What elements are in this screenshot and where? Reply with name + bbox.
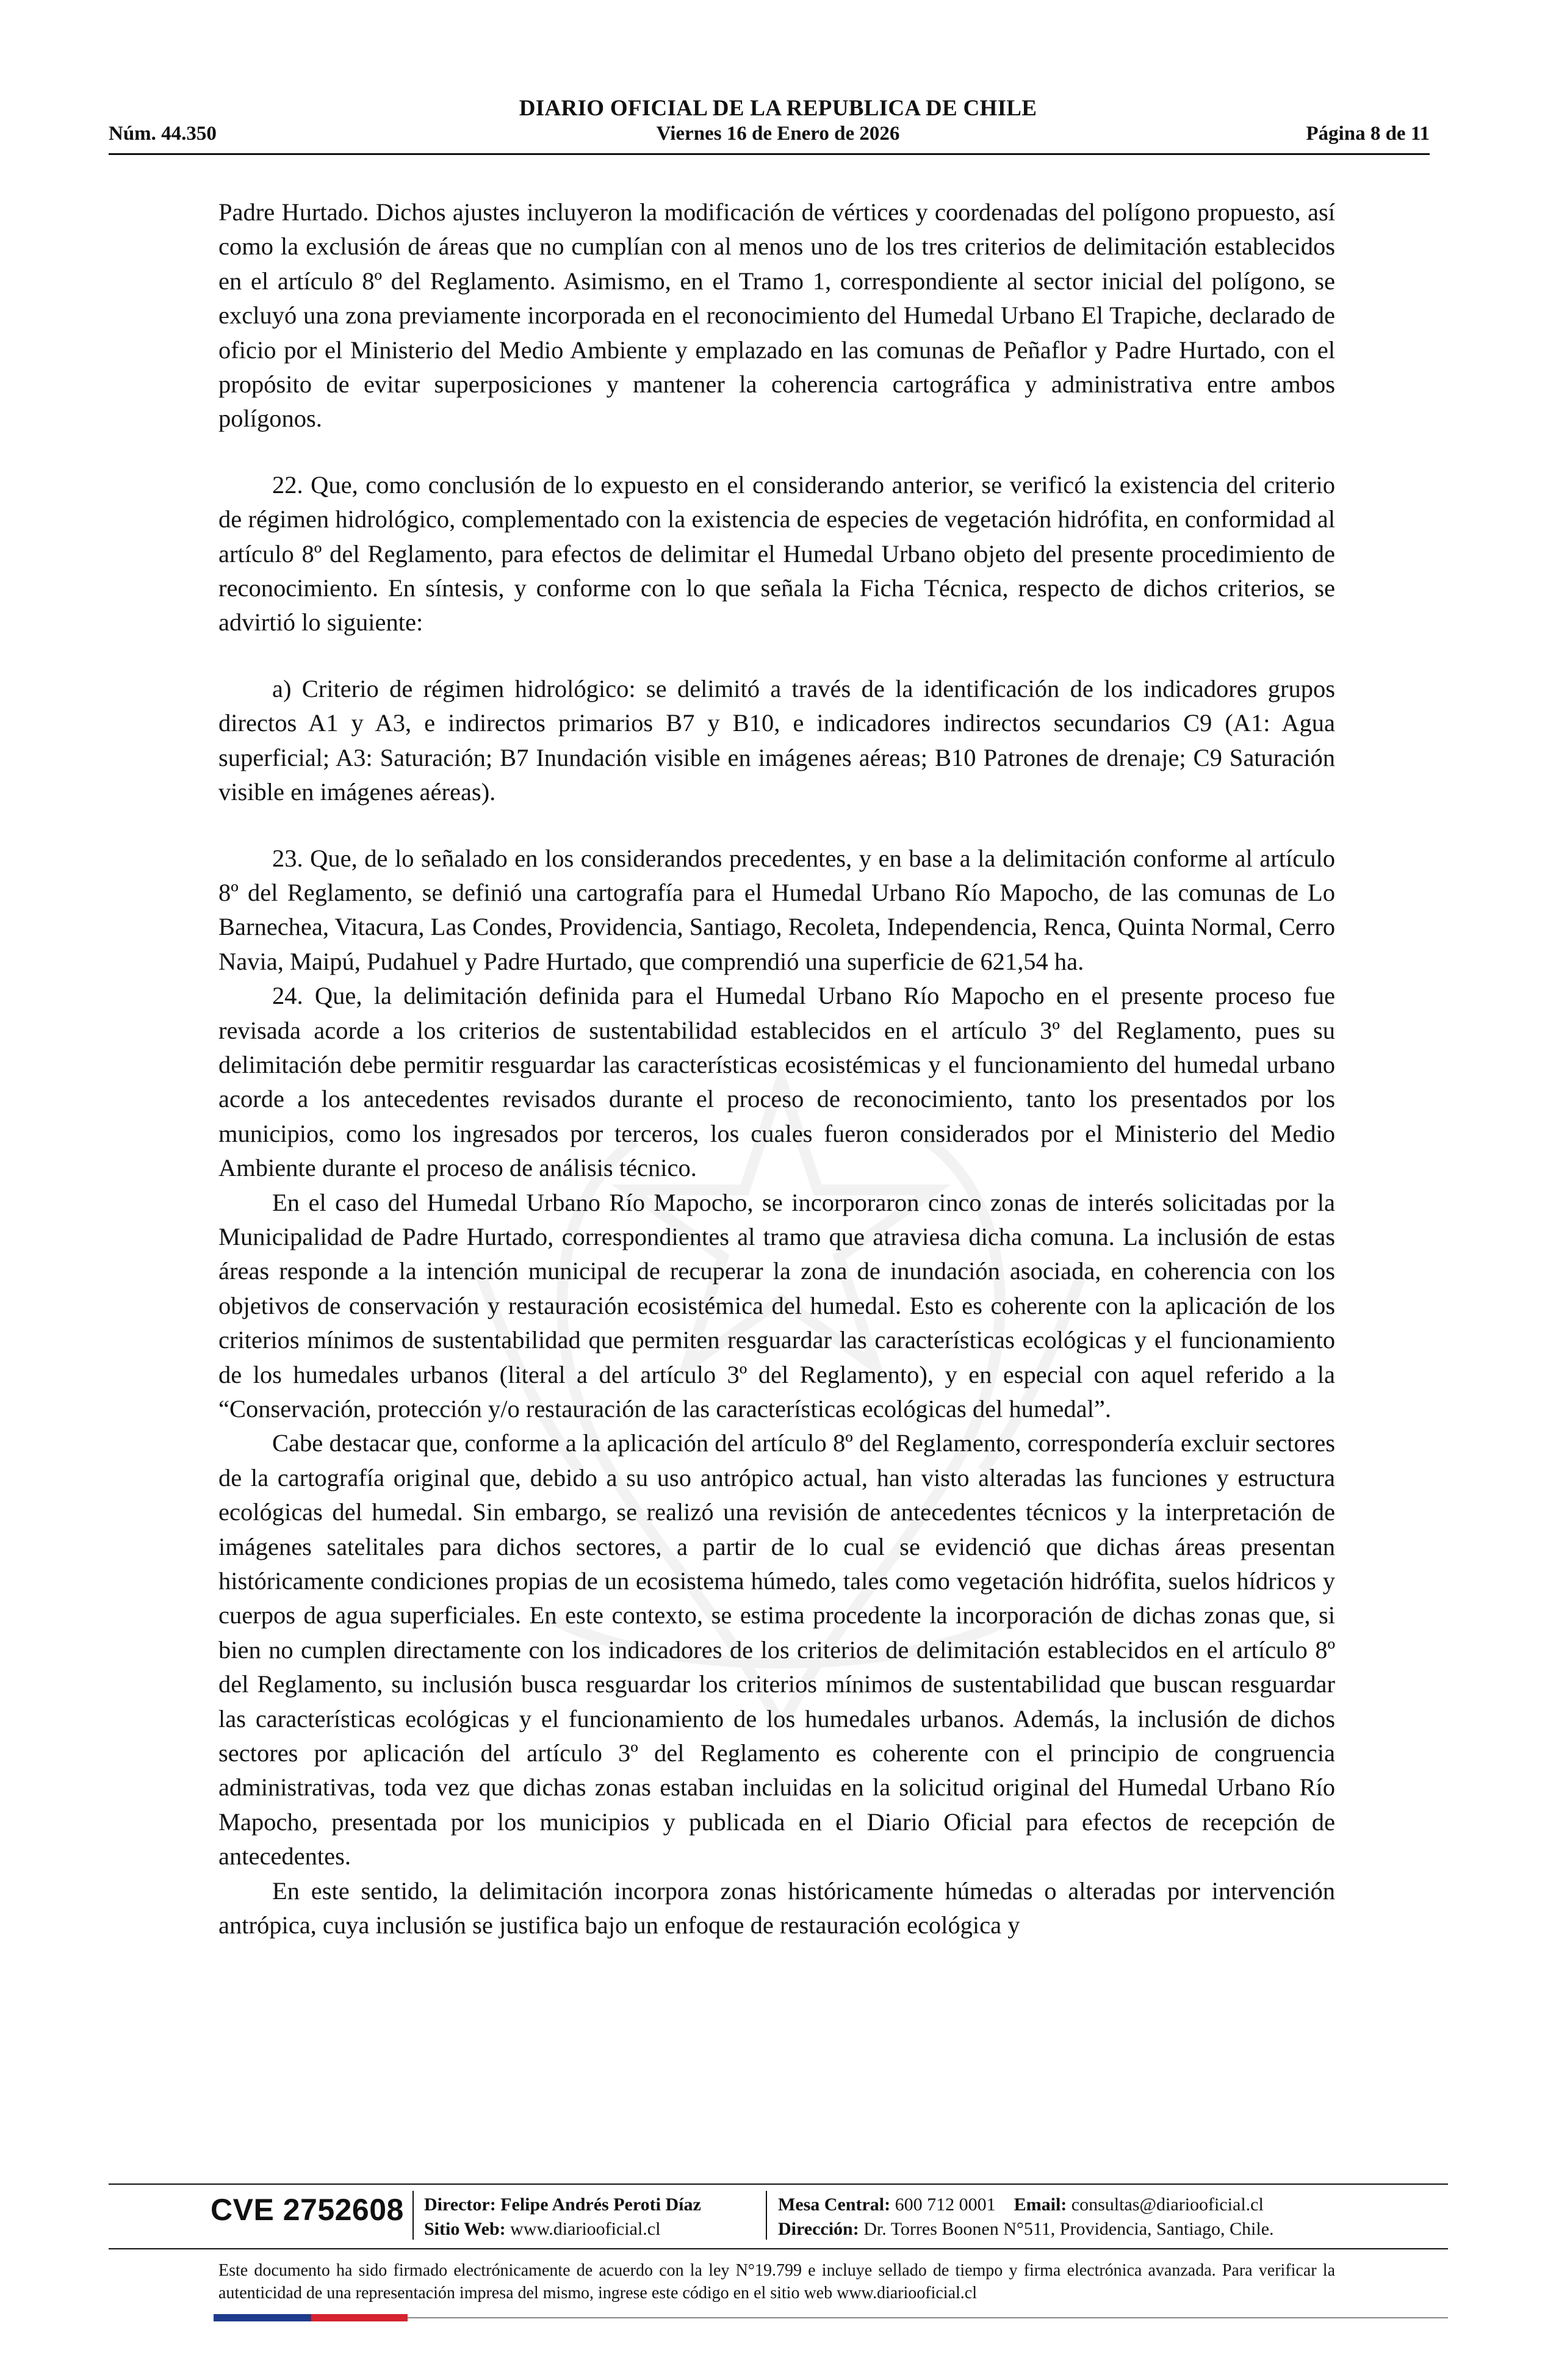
email-label: Email: [1014,2194,1067,2215]
footer-director-block [424,2193,701,2241]
mesa-central-phone: 600 712 0001 [895,2194,996,2215]
flag-red-segment [311,2314,408,2321]
footer-divider [109,2248,1448,2249]
flag-blue-segment [214,2314,311,2321]
paragraph-22a: a) Criterio de régimen hidrológico: se delimitó a través de la identificación de los indicadores grupos directos A1 y A3, e indirectos primarios B7 y B10, e indicadores indirectos secundarios C9 (A1: Agua superficial; A3: Saturación; B7 Inundación visible en imágenes aéreas; B10 Patrones de drenaje; C9 Saturación visible en imágenes aéreas). [218,674,1335,806]
paragraph-24-caso: En el caso del Humedal Urbano Río Mapocho, se incorporaron cinco zonas de interés solicitadas por la Municipalidad de Padre Hurtado, correspondientes al tramo que atraviesa dicha comuna. La inclusión de estas áreas responde a la intención municipal de recuperar la zona de inundación asociada, en coherencia con los objetivos de conservación y restauración ecosistémica del humedal. Esto es coherente con la aplicación de los criterios mínimos de sustentabilidad que permiten resguardar las características ecológicas y el funcionamiento de los humedales urbanos (literal a del artículo 3º del Reglamento), y en especial con aquel referido a la “Conservación, protección y/o restauración de las características ecológicas del humedal”. [218,1188,1335,1423]
header-divider [109,153,1430,155]
address-value: Dr. Torres Boonen N°511, Providencia, Santiago, Chile. [863,2219,1274,2239]
flag-stripe [214,2314,408,2321]
publication-title: DIARIO OFICIAL DE LA REPUBLICA DE CHILE [519,96,1037,121]
paragraph-24-cabe: Cabe destacar que, conforme a la aplicación del artículo 8º del Reglamento, correspondería excluir sectores de la cartografía original que, debido a su uso antrópico actual, han visto alteradas las funciones y estructura ecológicas del humedal. Sin embargo, se realizó una revisión de antecedentes técnicos y la interpretación de imágenes satelitales para dichos sectores, a partir de lo cual se evidenció que dichas áreas presentan históricamente condiciones propias de un ecosistema húmedo, tales como vegetación hidrófita, suelos hídricos y cuerpos de agua superficiales. En este contexto, se estima procedente la incorporación de dichas zonas que, si bien no cumplen directamente con los indicadores de los criterios de delimitación establecidos en el artículo 8º del Reglamento, su inclusión busca resguardar los criterios mínimos de sustentabilidad que buscan resguardar las características ecológicas y el funcionamiento de los humedales urbanos. Además, la inclusión de dichos sectores por aplicación del artículo 3º del Reglamento es coherente con el principio de congruencia administrativas, toda vez que dichas zonas estaban incluidas en la solicitud original del Humedal Urbano Río Mapocho, presentada por los municipios y publicada en el Diario Oficial para efectos de recepción de antecedentes. [218,1429,1335,1870]
footer-divider [109,2183,1448,2185]
director-name: Felipe Andrés Peroti Díaz [500,2194,701,2215]
footer-contact-block [778,2193,1274,2241]
website-link[interactable]: www.diariooficial.cl [510,2219,661,2239]
paragraph-24: 24. Que, la delimitación definida para el Humedal Urbano Río Mapocho en el presente proceso fue revisada acorde a los criterios de sustentabilidad establecidos en el artículo 3º del Reglamento, pues su delimitación debe permitir resguardar las características ecosistémicas y el funcionamiento del humedal urbano acorde a los antecedentes revisados durante el proceso de reconocimiento, tanto los presentados por los municipios, como los ingresados por terceros, los cuales fueron considerados por el Ministerio del Medio Ambiente durante el proceso de análisis técnico. [218,982,1335,1182]
page-number: Página 8 de 11 [1306,123,1430,145]
footer-separator [412,2191,414,2240]
paragraph-continuation: Padre Hurtado. Dichos ajustes incluyeron la modificación de vértices y coordenadas del polígono propuesto, así como la exclusión de áreas que no cumplían con al menos uno de los tres criterios de delimitación establecidos en el artículo 8º del Reglamento. Asimismo, en el Tramo 1, correspondiente al sector inicial del polígono, se excluyó una zona previamente incorporada en el reconocimiento del Humedal Urbano El Trapiche, declarado de oficio por el Ministerio del Medio Ambiente y emplazado en las comunas de Peñaflor y Padre Hurtado, con el propósito de evitar superposiciones y mantener la coherencia cartográfica y administrativa entre ambos polígonos. [218,198,1335,433]
document-body [218,195,1335,1943]
address-label: Dirección: [778,2219,859,2239]
issue-number: Núm. 44.350 [109,123,217,145]
website-label: Sitio Web: [424,2219,506,2239]
electronic-signature-note: Este documento ha sido firmado electrónicamente de acuerdo con la ley N°19.799 e incluye sellado de tiempo y firma electrónica avanzada. Para verificar la autenticidad de una representación impresa del mismo, ingrese este código en el sitio web www.diariooficial.cl [218,2261,1335,2302]
footer-bottom-line [408,2317,1448,2318]
issue-date: Viernes 16 de Enero de 2026 [656,123,900,145]
cve-code: CVE 2752608 [211,2193,404,2227]
paragraph-24-sentido: En este sentido, la delimitación incorpora zonas históricamente húmedas o alteradas por intervención antrópica, cuya inclusión se justifica bajo un enfoque de restauración ecológica y [218,1877,1335,1939]
paragraph-22: 22. Que, como conclusión de lo expuesto en el considerando anterior, se verificó la existencia del criterio de régimen hidrológico, complementado con la existencia de especies de vegetación hidrófita, en conformidad al artículo 8º del Reglamento, para efectos de delimitar el Humedal Urbano objeto del presente procedimiento de reconocimiento. En síntesis, y conforme con lo que señala la Ficha Técnica, respecto de dichos criterios, se advirtió lo siguiente: [218,471,1335,636]
email-link[interactable]: consultas@diariooficial.cl [1071,2194,1264,2215]
director-label: Director: [424,2194,496,2215]
mesa-central-label: Mesa Central: [778,2194,891,2215]
paragraph-23: 23. Que, de lo señalado en los considerandos precedentes, y en base a la delimitación conforme al artículo 8º del Reglamento, se definió una cartografía para el Humedal Urbano Río Mapocho, de las comunas de Lo Barnechea, Vitacura, Las Condes, Providencia, Santiago, Recoleta, Independencia, Renca, Quinta Normal, Cerro Navia, Maipú, Pudahuel y Padre Hurtado, que comprendió una superficie de 621,54 ha. [218,844,1335,975]
footer-separator [766,2191,767,2240]
